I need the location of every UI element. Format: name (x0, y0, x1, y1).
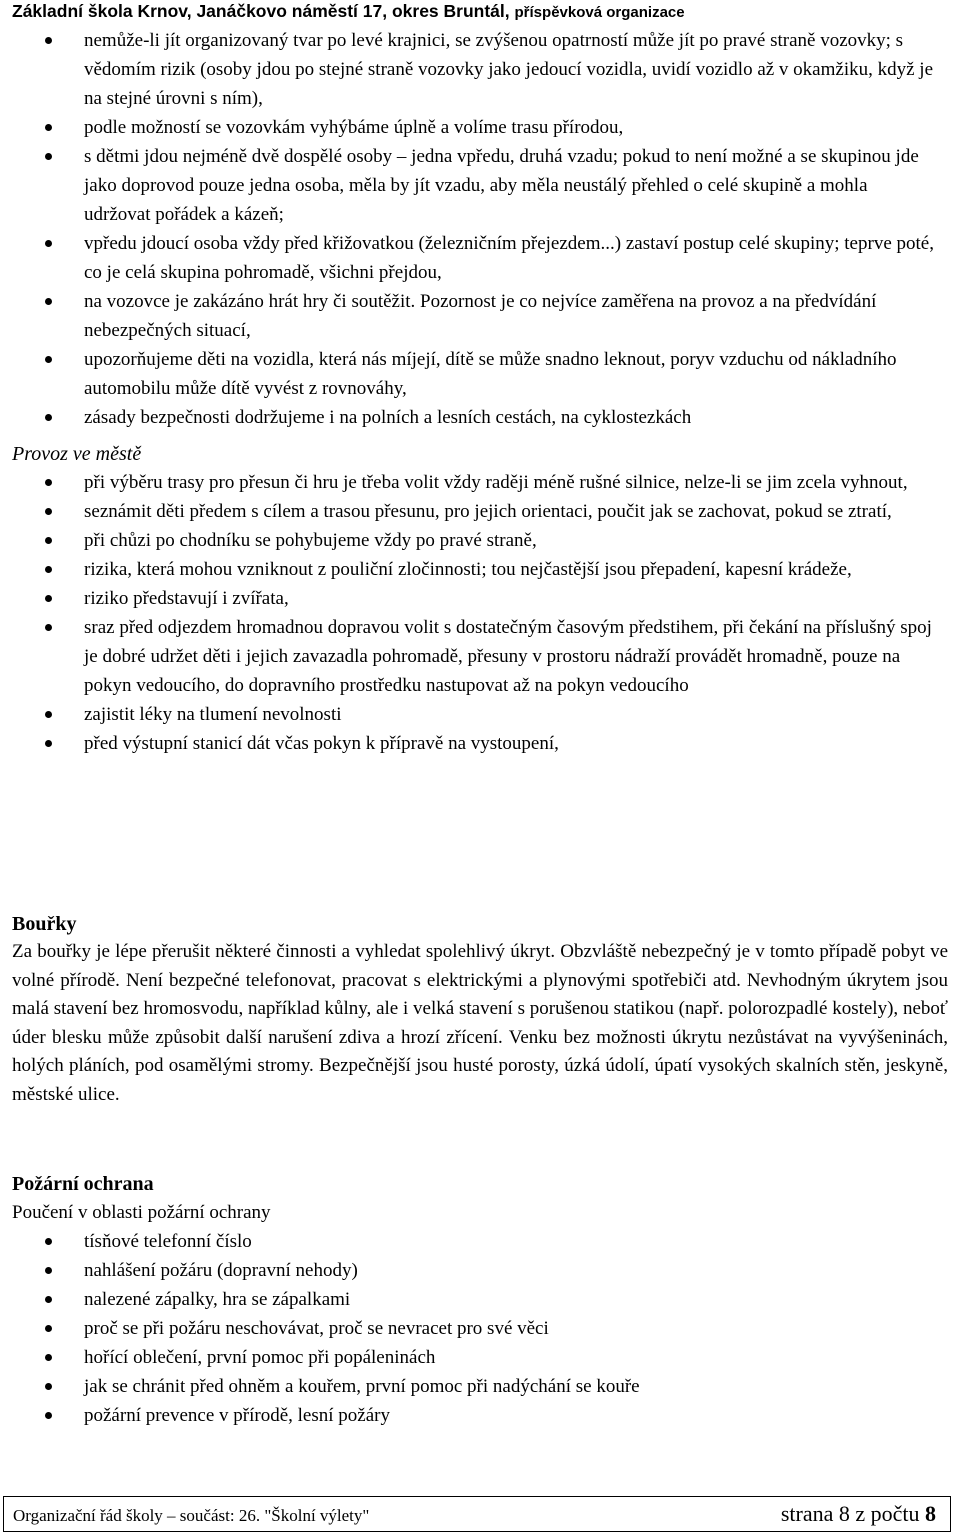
list-item: s dětmi jdou nejméně dvě dospělé osoby – jedna vpředu, druhá vzadu; pokud to není možné a se skupinou jde jako doprovod pouze jedna osoba, měla by jít vzadu, aby měla neustálý přehled o celé skupině a mohla udržovat pořádek a kázeň; (12, 142, 948, 229)
list-item: tísňové telefonní číslo (12, 1227, 948, 1256)
list-item: jak se chránit před ohněm a kouřem, první pomoc při nadýchání se kouře (12, 1372, 948, 1401)
safety-list (12, 26, 948, 432)
header-subtitle: příspěvková organizace (514, 4, 685, 21)
page-footer (3, 1496, 951, 1532)
safety-list-section (12, 26, 948, 432)
provoz-section (12, 440, 948, 758)
bourky-paragraph: Za bouřky je lépe přerušit některé činnosti a vyhledat spolehlivý úkryt. Obzvláště nebezpečný je v tomto případě pobyt ve volné přírodě. Není bezpečné telefonovat, pracovat s elektrickými a plynovými spotřebiči atd. Nevhodným úkrytem jsou malá stavení bez hromosvodu, například kůlny, ale i velká stavení s porušenou statikou (např. polorozpadlé kostely), neboť úder blesku může způsobit další narušení zdiva a hrozí zřícení. Venku bez možnosti úkrytu nezůstávat na vyvýšeninách, holých pláních, pod osamělými stromy. Bezpečnější jsou husté porosty, úzká údolí, úpatí vysokých skalních stěn, jeskyně, městské ulice. (12, 941, 948, 1105)
list-item: hořící oblečení, první pomoc při popáleninách (12, 1343, 948, 1372)
list-item: vpředu jdoucí osoba vždy před křižovatkou (železničním přejezdem...) zastaví postup celé skupiny; teprve poté, co je celá skupina pohromadě, všichni přejdou, (12, 229, 948, 287)
list-item: na vozovce je zakázáno hrát hry či soutěžit. Pozornost je co nejvíce zaměřena na provoz a na předvídání nebezpečných situací, (12, 287, 948, 345)
pozarni-list (12, 1227, 948, 1430)
page-header (12, 0, 952, 25)
pozarni-intro: Poučení v oblasti požární ochrany (12, 1202, 271, 1223)
bourky-heading: Bouřky (12, 913, 77, 935)
list-item: požární prevence v přírodě, lesní požáry (12, 1401, 948, 1430)
list-item: podle možností se vozovkám vyhýbáme úplně a volíme trasu přírodou, (12, 113, 948, 142)
list-item: při chůzi po chodníku se pohybujeme vždy po pravé straně, (12, 526, 948, 555)
list-item: rizika, která mohou vzniknout z pouliční zločinnosti; tou nejčastější jsou přepadení, kapesní krádeže, (12, 555, 948, 584)
list-item: zásady bezpečnosti dodržujeme i na polních a lesních cestách, na cyklostezkách (12, 403, 948, 432)
list-item: při výběru trasy pro přesun či hru je třeba volit vždy raději méně rušné silnice, nelze-li se jim zcela vyhnout, (12, 468, 948, 497)
footer-document-title: Organizační řád školy – součást: 26. "Školní výlety" (13, 1506, 370, 1525)
list-item: zajistit léky na tlumení nevolnosti (12, 700, 948, 729)
list-item: sraz před odjezdem hromadnou dopravou volit s dostatečným časovým předstihem, při čekání na příslušný spoj je dobré udržet děti i jejich zavazadla pohromadě, přesuny v prostoru nádraží provádět hromadně, pouze na pokyn vedoucího, do dopravního prostředku nastupovat až na pokyn vedoucího (12, 613, 948, 700)
bourky-section (12, 910, 948, 1110)
provoz-heading: Provoz ve městě (12, 443, 142, 465)
list-item: proč se při požáru neschovávat, proč se nevracet pro své věci (12, 1314, 948, 1343)
list-item: nahlášení požáru (dopravní nehody) (12, 1256, 948, 1285)
list-item: riziko představují i zvířata, (12, 584, 948, 613)
list-item: seznámit děti předem s cílem a trasou přesunu, pro jejich orientaci, poučit jak se zachovat, pokud se ztratí, (12, 497, 948, 526)
list-item: nalezené zápalky, hra se zápalkami (12, 1285, 948, 1314)
list-item: upozorňujeme děti na vozidla, která nás míjejí, dítě se může snadno leknout, poryv vzduchu od nákladního automobilu může dítě vyvést z rovnováhy, (12, 345, 948, 403)
provoz-list (12, 468, 948, 758)
footer-page-label: strana 8 z počtu (780, 1501, 920, 1526)
pozarni-section (12, 1170, 948, 1430)
footer-page-total: 8 (925, 1501, 936, 1526)
list-item: nemůže-li jít organizovaný tvar po levé krajnici, se zvýšenou opatrností může jít po pravé straně vozovky; s vědomím rizik (osoby jdou po stejné straně vozovky jako jedoucí vozidla, uvidí vozidlo až v okamžiku, když je na stejné úrovni s ním), (12, 26, 948, 113)
header-title: Základní škola Krnov, Janáčkovo náměstí 17, okres Bruntál, (12, 1, 510, 21)
pozarni-heading: Požární ochrana (12, 1173, 154, 1195)
footer-page-number (781, 1500, 936, 1528)
list-item: před výstupní stanicí dát včas pokyn k přípravě na vystoupení, (12, 729, 948, 758)
